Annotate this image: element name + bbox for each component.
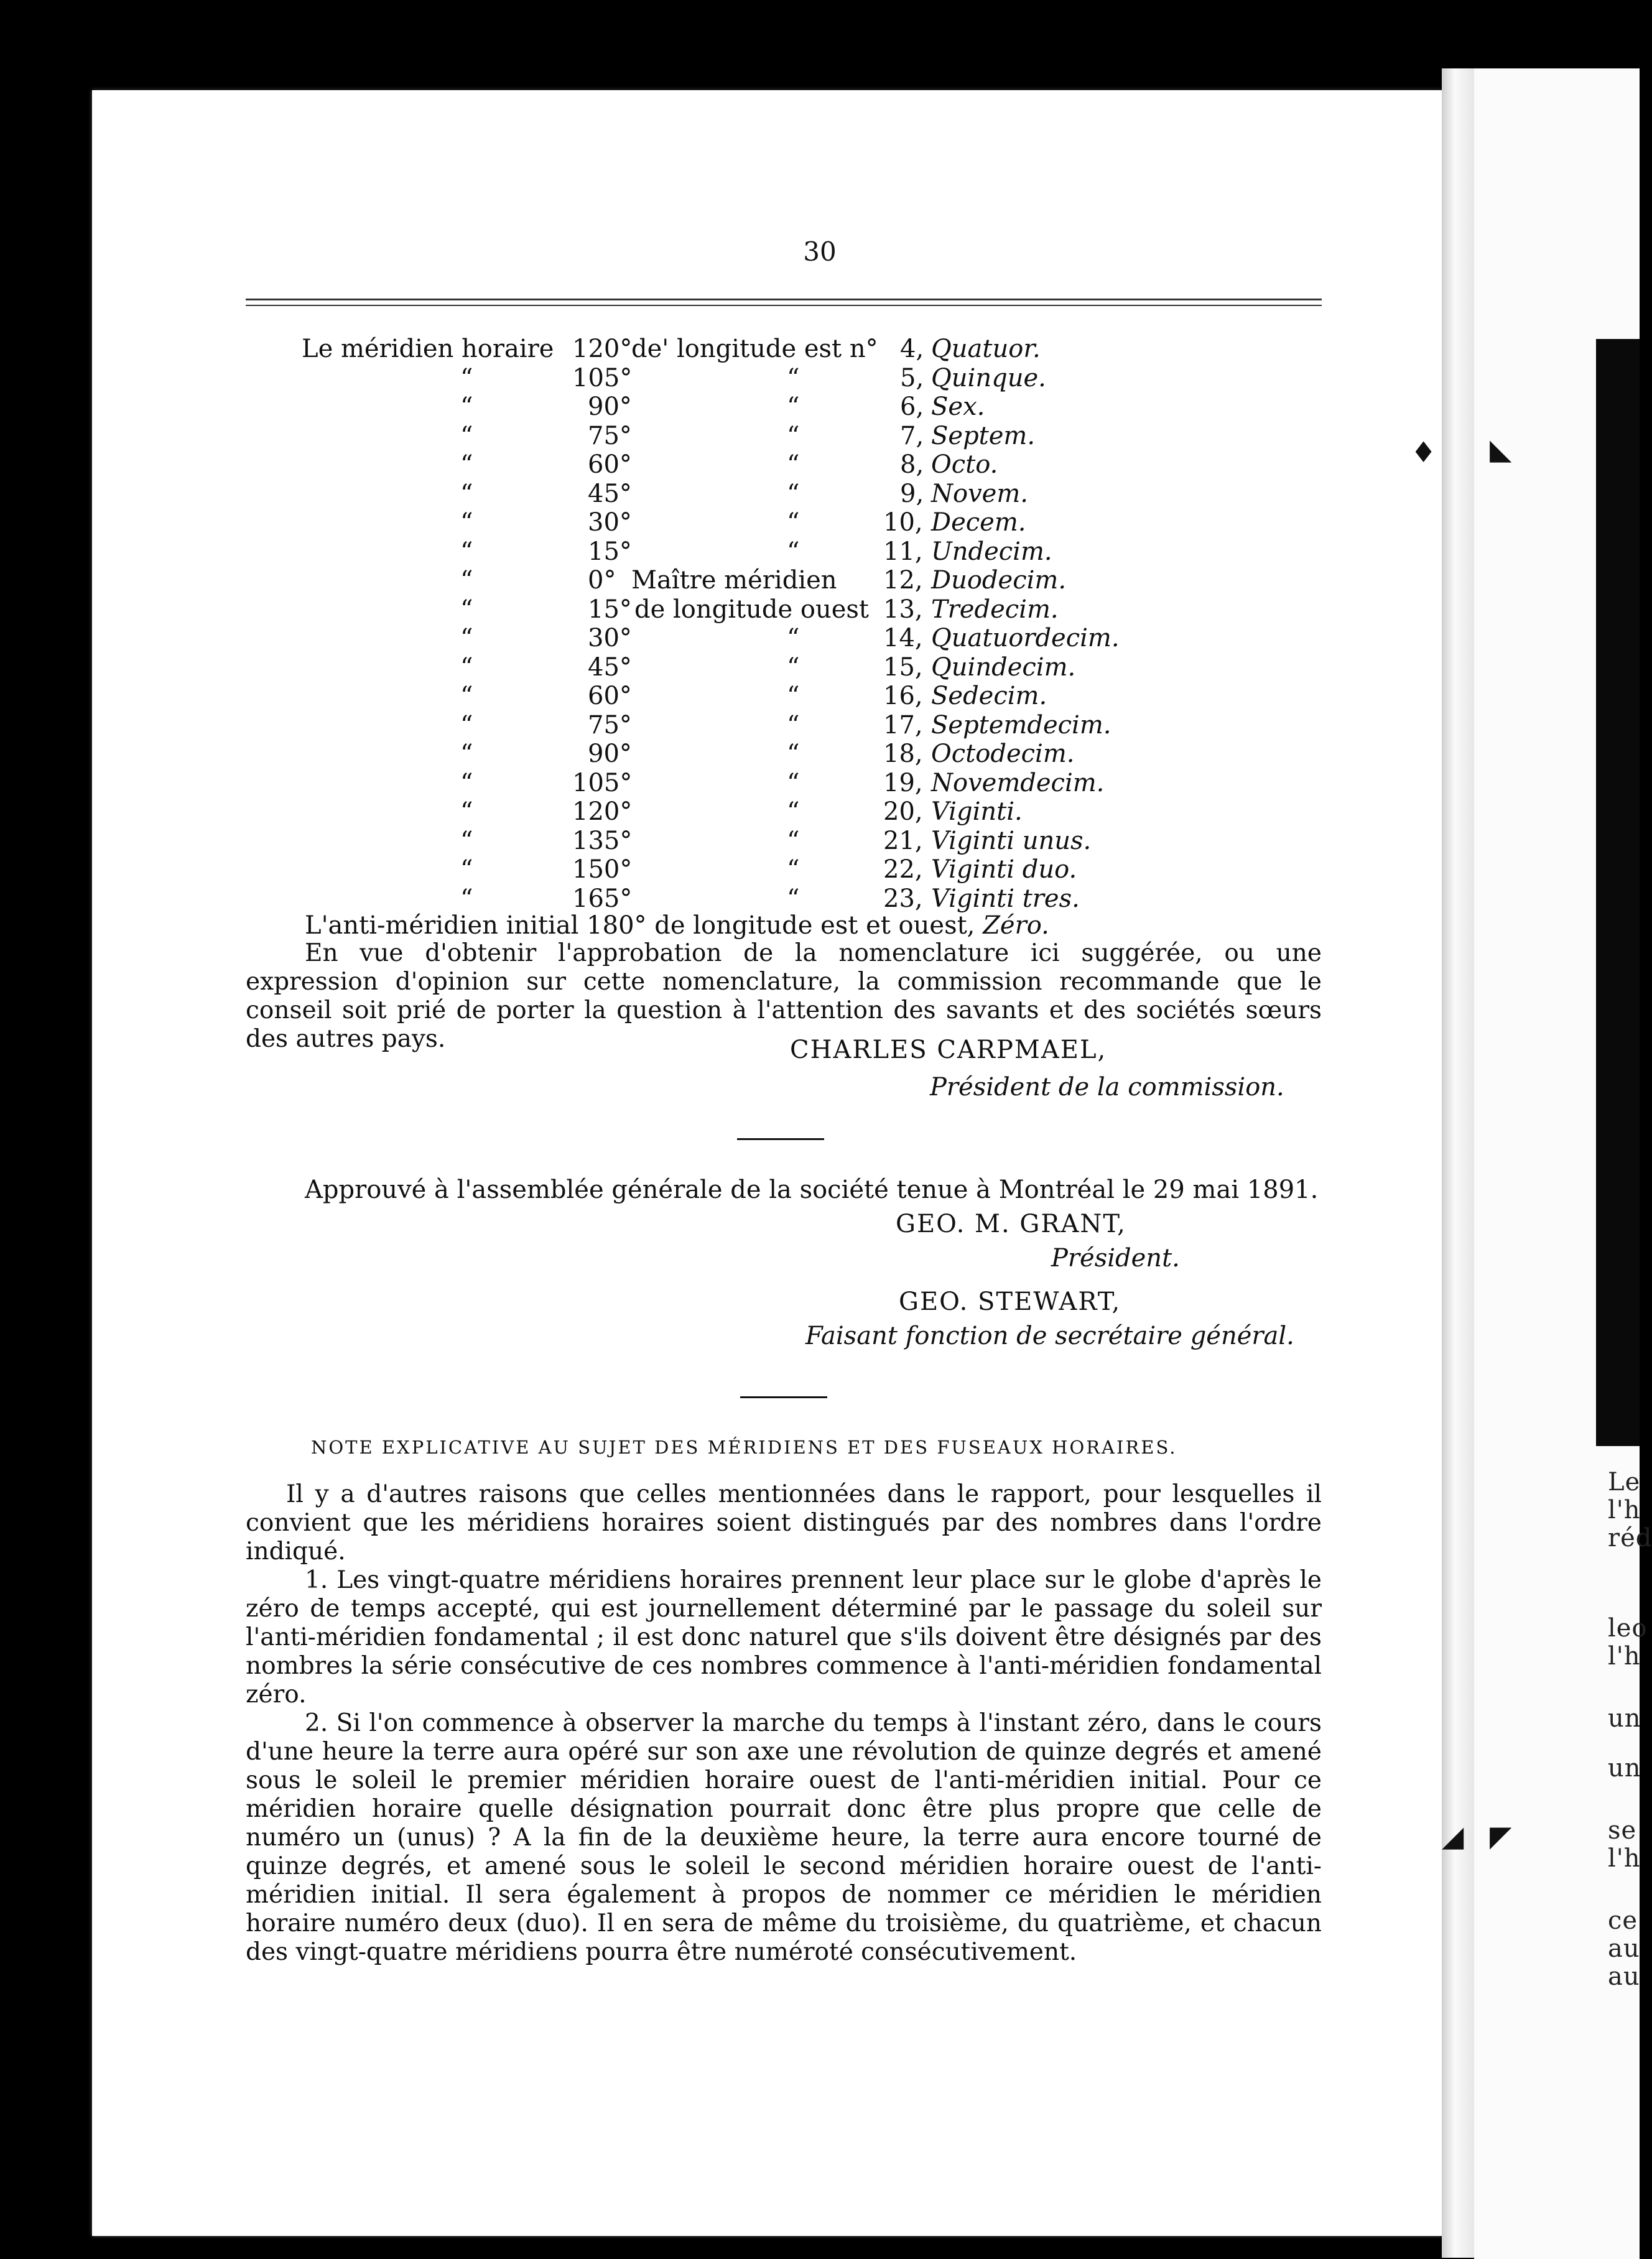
table-degree: 150° xyxy=(572,855,633,884)
table-number: 18, xyxy=(883,740,923,768)
table-ditto-right: “ xyxy=(787,652,800,682)
separator-dash-2 xyxy=(740,1396,827,1398)
table-ditto-left: “ xyxy=(460,884,473,913)
table-degree: 0° xyxy=(588,566,616,595)
table-number: 13, xyxy=(883,595,923,624)
table-degree: 75° xyxy=(588,421,632,450)
table-number: 21, xyxy=(883,826,923,855)
table-ditto-right: “ xyxy=(787,479,800,508)
table-number: 23, xyxy=(883,884,923,913)
table-ditto-left: “ xyxy=(460,624,473,652)
table-degree: 120° xyxy=(572,797,633,826)
table-ditto-left: “ xyxy=(460,363,473,392)
table-ditto-right: “ xyxy=(787,884,800,913)
note-paragraph-3: 2. Si l'on commence à observer la marche du temps à l'instant zéro, dans le cours d'une heure la terre aura opéré sur son axe une révolution de quinze degrés et amené sous le soleil le premier méridien horaire ouest de l'anti-méridien initial. Pour ce méridien horaire quelle désignation pourrait donc être plus propre que celle de numéro un (unus) ? A la fin de la deuxième heure, la terre aura encore tourné de quinze degrés, et amené sous le soleil le second méridien horaire ouest de l'anti-méridien initial. Il sera également à propos de nommer ce méridien le méridien horaire numéro deux (duo). Il en sera de même du troisième, du quatrième, et chacun des vingt-quatre méridiens pourra être numéroté consécutivement. xyxy=(246,1709,1322,1966)
page-number: 30 xyxy=(803,236,837,267)
table-west-longitude: de longitude ouest xyxy=(634,595,869,624)
note-paragraph-2: 1. Les vingt-quatre méridiens horaires prennent leur place sur le globe d'après le zéro de temps accepté, qui est journellement déterminé par le passage du soleil sur l'anti-méridien fondamental ; il est donc naturel que s'ils doivent être désignés par des nombres la série consécutive de ces nombres commence à l'anti-méridien fondamental zéro. xyxy=(246,1566,1322,1709)
table-ditto-left: “ xyxy=(460,479,473,508)
table-latin-name: Novemdecim. xyxy=(931,768,1105,797)
table-ditto-left: “ xyxy=(460,566,473,595)
table-ditto-right: “ xyxy=(787,508,800,537)
separator-dash-1 xyxy=(737,1138,824,1140)
table-ditto-left: “ xyxy=(460,826,473,855)
table-number: 9, xyxy=(900,479,924,508)
table-ditto-left: “ xyxy=(460,797,473,826)
table-degree: 135° xyxy=(572,826,633,855)
next-page-fragment: un xyxy=(1608,1754,1641,1783)
signature-stewart: GEO. STEWART, xyxy=(899,1287,1121,1316)
table-row-label: Le méridien horaire xyxy=(302,335,554,363)
table-latin-name: Septemdecim. xyxy=(931,710,1111,740)
table-ditto-left: “ xyxy=(460,652,473,682)
table-ditto-right: “ xyxy=(787,682,800,710)
approval-line: Approuvé à l'assemblée générale de la société tenue à Montréal le 29 mai 1891. xyxy=(305,1176,1319,1204)
table-latin-name: Viginti unus. xyxy=(931,826,1092,855)
next-page-fragment: l'h xyxy=(1608,1844,1641,1873)
table-ditto-left: “ xyxy=(460,595,473,624)
table-ditto-left: “ xyxy=(460,450,473,479)
note-paragraph-1: Il y a d'autres raisons que celles mentionnées dans le rapport, pour lesquelles il convient que les méridiens horaires soient distingués par des nombres dans l'ordre indiqué. xyxy=(246,1480,1322,1566)
table-ditto-left: “ xyxy=(460,392,473,421)
table-number: 20, xyxy=(883,797,923,826)
table-degree: 105° xyxy=(572,768,633,797)
table-degree: 15° xyxy=(588,595,632,624)
table-degree: 60° xyxy=(588,682,632,710)
table-number: 8, xyxy=(900,450,924,479)
table-latin-name: Sex. xyxy=(931,392,985,421)
book-spine xyxy=(1442,68,1474,2258)
next-page-fragment: Le xyxy=(1608,1468,1641,1496)
table-latin-name: Duodecim. xyxy=(931,566,1067,595)
table-latin-name: Viginti duo. xyxy=(931,855,1077,884)
table-latin-name: Quindecim. xyxy=(931,652,1076,682)
signature-stewart-title: Faisant fonction de secrétaire général. xyxy=(805,1322,1294,1350)
signature-carpmael: CHARLES CARPMAEL, xyxy=(790,1036,1107,1064)
signature-grant-title: Président. xyxy=(1051,1244,1180,1273)
table-degree: 120° xyxy=(572,335,633,363)
table-number: 12, xyxy=(883,566,923,595)
signature-carpmael-title: Président de la commission. xyxy=(930,1073,1284,1102)
next-page-fragment: ce xyxy=(1608,1906,1638,1935)
table-latin-name: Quatuordecim. xyxy=(931,624,1120,652)
table-ditto-left: “ xyxy=(460,768,473,797)
table-ditto-right: “ xyxy=(787,624,800,652)
table-number: 14, xyxy=(883,624,923,652)
table-number: 22, xyxy=(883,855,923,884)
table-ditto-left: “ xyxy=(460,855,473,884)
header-rule-top xyxy=(246,299,1322,300)
table-ditto-right: “ xyxy=(787,363,800,392)
header-rule-bottom xyxy=(246,305,1322,306)
table-latin-name: Septem. xyxy=(931,421,1036,450)
next-page-fragment: un xyxy=(1608,1704,1641,1733)
table-ditto-right: “ xyxy=(787,826,800,855)
table-latin-name: Octo. xyxy=(931,450,998,479)
table-degree: 45° xyxy=(588,479,632,508)
next-page-fragment: l'h xyxy=(1608,1496,1641,1524)
table-latin-name: Octodecim. xyxy=(931,740,1075,768)
table-ditto-left: “ xyxy=(460,710,473,740)
table-degree: 60° xyxy=(588,450,632,479)
page-clip-mark-bottom-left: ◢ xyxy=(1442,1819,1464,1853)
table-ditto-left: “ xyxy=(460,421,473,450)
table-number: 10, xyxy=(883,508,923,537)
next-page-fragment: leo xyxy=(1608,1614,1648,1643)
table-latin-name: Quinque. xyxy=(931,363,1046,392)
table-degree: 30° xyxy=(588,508,632,537)
next-page-fragment: réd xyxy=(1608,1524,1652,1552)
table-number: 7, xyxy=(900,421,924,450)
table-latin-name: Viginti tres. xyxy=(931,884,1080,913)
table-latin-name: Sedecim. xyxy=(931,682,1047,710)
table-degree: 165° xyxy=(572,884,633,913)
table-ditto-right: “ xyxy=(787,421,800,450)
page-clip-mark-top-right: ◣ xyxy=(1490,432,1512,466)
table-number: 17, xyxy=(883,710,923,740)
table-degree: 105° xyxy=(572,363,633,392)
table-latin-name: Viginti. xyxy=(931,797,1023,826)
table-number: 5, xyxy=(900,363,924,392)
table-ditto-right: “ xyxy=(787,797,800,826)
signature-grant: GEO. M. GRANT, xyxy=(896,1210,1126,1238)
next-page-fragment: au xyxy=(1608,1934,1640,1963)
anti-meridian-line: L'anti-méridien initial 180° de longitude est et ouest, Zéro. xyxy=(305,911,1049,940)
table-degree: 15° xyxy=(588,537,632,566)
table-ditto-right: “ xyxy=(787,710,800,740)
table-row-mid: de' longitude est n° xyxy=(631,335,878,363)
table-ditto-right: “ xyxy=(787,537,800,566)
table-number: 15, xyxy=(883,652,923,682)
next-page-fragment: l'h xyxy=(1608,1642,1641,1671)
table-number: 6, xyxy=(900,392,924,421)
table-degree: 45° xyxy=(588,652,632,682)
recommendation-paragraph: En vue d'obtenir l'approbation de la nomenclature ici suggérée, ou une expression d'opinion sur cette nomenclature, la commission recommande que le conseil soit prié de porter la question à l'attention des savants et des sociétés sœurs des autres pays. xyxy=(246,939,1322,1053)
next-page-fragment: se xyxy=(1608,1816,1637,1845)
table-latin-name: Quatuor. xyxy=(931,335,1041,363)
table-ditto-right: “ xyxy=(787,855,800,884)
note-heading: NOTE EXPLICATIVE AU SUJET DES MÉRIDIENS ET DES FUSEAUX HORAIRES. xyxy=(311,1437,1177,1458)
table-latin-name: Undecim. xyxy=(931,537,1052,566)
table-number: 19, xyxy=(883,768,923,797)
next-page-dark-band xyxy=(1596,339,1640,1446)
page-clip-mark-bottom-right: ◤ xyxy=(1490,1819,1512,1853)
table-ditto-right: “ xyxy=(787,450,800,479)
table-ditto-right: “ xyxy=(787,768,800,797)
table-ditto-right: “ xyxy=(787,392,800,421)
table-ditto-left: “ xyxy=(460,508,473,537)
page-clip-mark-top-left: ♦ xyxy=(1411,435,1437,469)
table-degree: 75° xyxy=(588,710,632,740)
table-degree: 90° xyxy=(588,392,632,421)
table-ditto-left: “ xyxy=(460,682,473,710)
table-number: 11, xyxy=(883,537,923,566)
table-ditto-left: “ xyxy=(460,537,473,566)
table-latin-name: Novem. xyxy=(931,479,1028,508)
table-master-meridian: Maître méridien xyxy=(631,566,837,595)
table-number: 4, xyxy=(900,335,924,363)
next-page-fragment: au xyxy=(1608,1962,1640,1991)
table-ditto-left: “ xyxy=(460,740,473,768)
table-degree: 30° xyxy=(588,624,632,652)
table-number: 16, xyxy=(883,682,923,710)
table-ditto-right: “ xyxy=(787,740,800,768)
table-latin-name: Decem. xyxy=(931,508,1026,537)
table-degree: 90° xyxy=(588,740,632,768)
table-latin-name: Tredecim. xyxy=(931,595,1059,624)
